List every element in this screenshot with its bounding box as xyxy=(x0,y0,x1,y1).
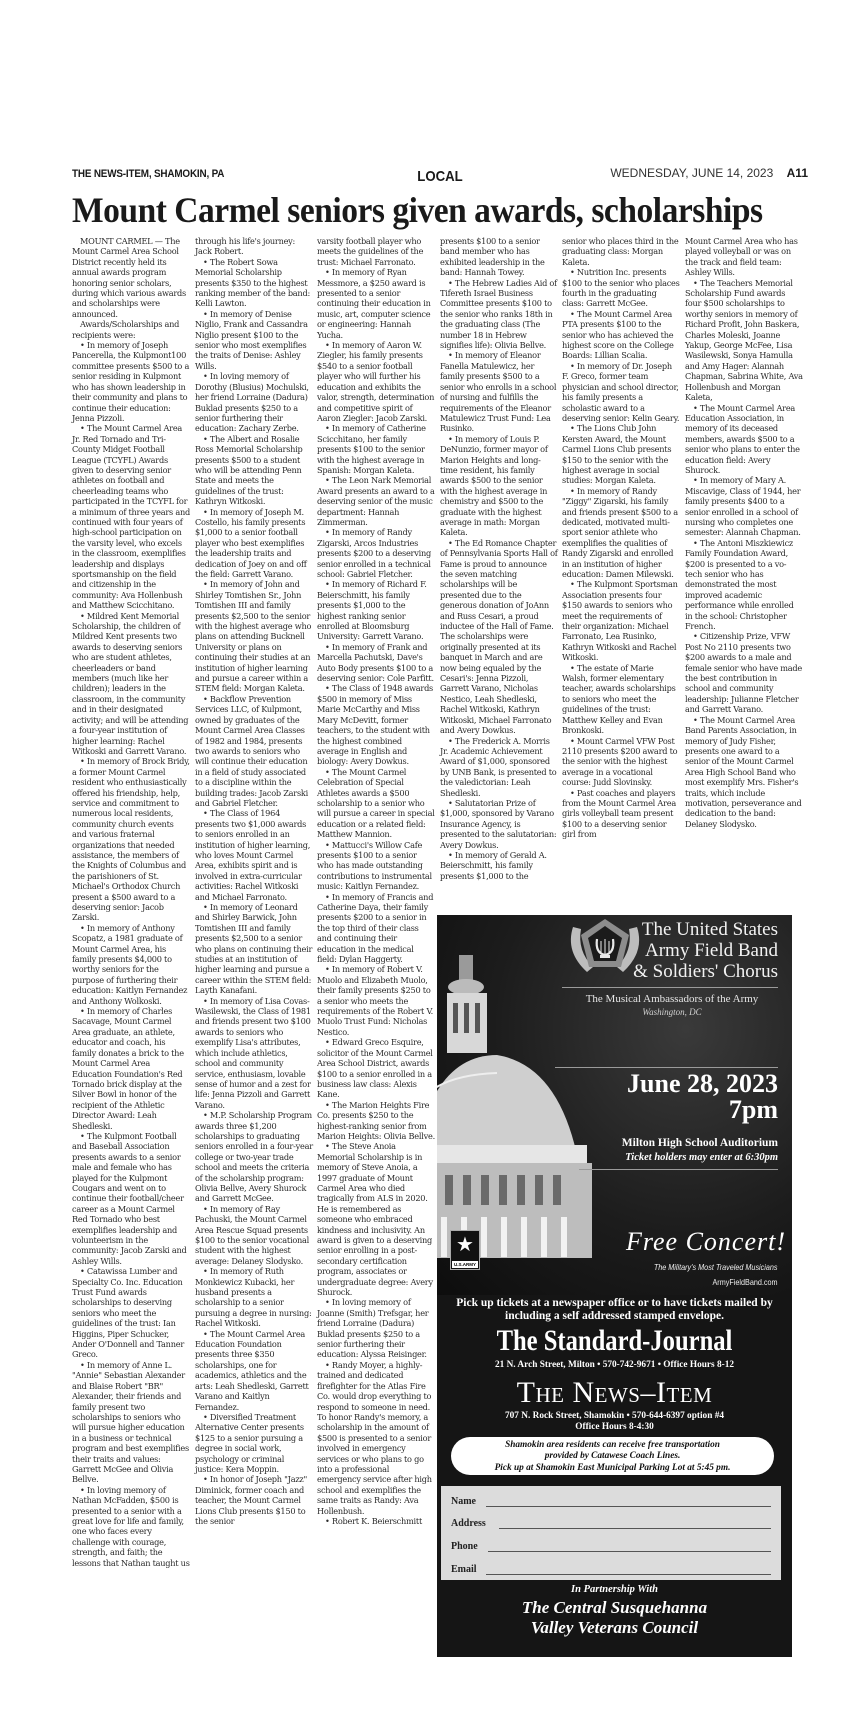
article-paragraph: • The estate of Marie Walsh, former elementary teacher, awards scholarships to seniors who meet the guidelines of the trust: Matthew Kelley and Evan Bronkoski. xyxy=(562,662,676,736)
star-icon: ★ xyxy=(456,1232,474,1256)
article-column-2 xyxy=(195,236,313,1526)
concert-time: 7pm xyxy=(728,1095,778,1124)
article-paragraph: • Citizenship Prize, VFW Post No 2110 presents two $200 awards to a male and female senior who have made the best contribution in school and community leadership: Julianne Fletcher and Garrett Varano. xyxy=(685,631,802,715)
article-paragraph: • In memory of Ray Pachuski, the Mount Carmel Area Rescue Squad presents $100 to the senior vocational student with the highest average: Delaney Slodysko. xyxy=(195,1203,310,1266)
article-paragraph: • The Mount Carmel Area Education Foundation presents three $350 scholarships, one for academics, athletics and the arts: Leah Shedleski, Garrett Varano and Kaitlyn Fernandez. xyxy=(195,1328,309,1412)
article-paragraph: • In honor of Joseph "Jazz" Diminick, former coach and teacher, the Mount Carmel Lions Club presents $150 to the senior xyxy=(195,1474,307,1526)
divider xyxy=(562,987,778,988)
article-paragraph: • The Mount Carmel Celebration of Special Athletes awards a $500 scholarship to a senior who will pursue a career in special education or a related field: Matthew Mannion. xyxy=(317,766,435,840)
masthead xyxy=(72,166,808,186)
article-column-1 xyxy=(72,236,190,1568)
article-paragraph: • The Mount Carmel Area Band Parents Association, in memory of Judy Fisher, presents one award to a senior of the Mount Carmel Area High School Band who most exemplify Mrs. Fisher's traits, which include motivation, perseverance and dedication to the band: Delaney Slodysko. xyxy=(685,714,802,829)
band-subtitle: The Musical Ambassadors of the Army xyxy=(585,993,759,1005)
phone-field[interactable] xyxy=(451,1533,771,1555)
article-paragraph: • Nutrition Inc. presents $100 to the senior who places fourth in the graduating class: Garrett McGee. xyxy=(562,267,680,309)
article-paragraph: • In memory of Mary A. Miscavige, Class of 1944, her family presents $400 to a senior enrolled in a school of nursing who completes one semester: Alannah Chapman. xyxy=(685,475,801,538)
band-location: Washington, DC xyxy=(642,1007,702,1017)
partner-name: The Central Susquehanna Valley Veterans Council xyxy=(521,1598,708,1637)
article-column-4 xyxy=(440,236,558,881)
name-input-line[interactable] xyxy=(486,1506,771,1507)
article-paragraph: • The Mount Carmel Area PTA presents $100 to the senior who has achieved the highest score on the College Boards: Lillian Scalia. xyxy=(562,308,674,361)
article-paragraph: Mount Carmel Area who has played volleyball or was on the track and field team: Ashley Wills. xyxy=(685,236,798,278)
concert-date: June 28, 2023 xyxy=(627,1069,778,1098)
article-paragraph: • In loving memory of Dorothy (Blusius) Mochulski, her friend Lorraine (Dadura) Buklad presents $250 to a senior furthering their education: Zachary Zerbe. xyxy=(195,371,309,434)
article-paragraph: • In memory of Eleanor Fanella Matulewicz, her family presents $500 to a senior who enrolls in a school of nursing and fulfills the requirements of the Eleanor Matulewicz Trust Fund: Lea Rusinko. xyxy=(440,350,557,434)
article-paragraph: • In memory of Anthony Scopatz, a 1981 graduate of Mount Carmel Area, his family presents $4,000 to worthy seniors for the purpose of furthering their education: Kaitlyn Fernandez and Anthony Wolkoski. xyxy=(72,922,188,1006)
paper-name: THE NEWS-ITEM, SHAMOKIN, PA xyxy=(72,168,225,180)
name-field[interactable] xyxy=(451,1488,771,1510)
article-paragraph: • In memory of Ruth Monkiewicz Kubacki, her husband presents a scholarship to a senior pursuing a degree in nursing: Rachel Witkoski. xyxy=(195,1266,312,1329)
article-paragraph: • The Marion Heights Fire Co. presents $250 to the highest-ranking senior from Marion Heights: Olivia Bellve. xyxy=(317,1099,435,1141)
article-headline: Mount Carmel seniors given awards, scholarships xyxy=(72,190,763,230)
article-paragraph: • The Steve Anoia Memorial Scholarship is in memory of Steve Anoia, a 1997 graduate of Mount Carmel Area who died tragically from ALS in 2020. He is remembered as someone who embraced kindness and inclusivity. An award is given to a deserving senior enrolling in a post-secondary certification program, associates or undergraduate degree: Avery Shurock. xyxy=(317,1141,433,1298)
article-paragraph: • In loving memory of Nathan McFadden, $500 is presented to a senior with a great love for life and family, one who faces every challenge with courage, strength, and faith; the lessons that Nathan taught us xyxy=(72,1484,190,1568)
article-paragraph: Awards/Scholarships and recipients were: xyxy=(72,319,180,340)
article-paragraph: • In memory of Anne L. "Annie" Sebastian Alexander and Blaise Robert "BR" Alexander, their friends and family present two scholarships to seniors who will pursue higher education in a business or technical program and best exemplifies their traits and values: Garrett McGee and Olivia Bellve. xyxy=(72,1359,189,1485)
article-paragraph: • Robert K. Beierschmitt xyxy=(325,1515,423,1526)
divider xyxy=(579,1169,778,1170)
article-paragraph: through his life's journey: Jack Robert. xyxy=(195,236,296,257)
article-paragraph: MOUNT CARMEL — The Mount Carmel Area School District recently held its annual awards program honoring senior scholars, during which various awards and scholarships were announced. xyxy=(72,236,186,319)
article-column-6 xyxy=(685,236,803,829)
concert-venue: Milton High School Auditorium xyxy=(621,1137,778,1149)
article-paragraph: • Diversified Treatment Alternative Center presents $125 to a senior pursuing a degree in social work, psychology or criminal justice: Kera Moppin. xyxy=(195,1411,304,1474)
article-paragraph: • The Antoni Miszkiewicz Family Foundation Award, $200 is presented to a vo-tech senior who has demonstrated the most improved academic performance while enrolled in the school: Christopher French. xyxy=(685,537,794,632)
article-paragraph: • The Class of 1948 awards $500 in memory of Miss Marie McCarthy and Miss Mary McDevitt, former teachers, to the student with the highest combined average in English and biology: Avery Dowkus. xyxy=(317,683,434,767)
issue-date: WEDNESDAY, JUNE 14, 2023 xyxy=(610,166,774,180)
article-paragraph: • In memory of Dr. Joseph F. Greco, former team physician and school director, his family presents a scholastic award to a deserving senior: Kelin Geary. xyxy=(562,360,680,423)
article-paragraph: • The Robert Sowa Memorial Scholarship presents $350 to the highest ranking member of the band: Kelli Lawton. xyxy=(195,256,310,309)
address-label: Address xyxy=(451,1518,486,1529)
article-paragraph: presents $100 to a senior band member who has exhibited leadership in the band: Hannah Towey. xyxy=(440,236,545,278)
article-paragraph: • In memory of Aaron W. Ziegler, his family presents $540 to a senior football player who will further his education and exhibits the valor, strength, determination and competitive spirit of Aaron Ziegler: Jacob Zarski. xyxy=(317,340,435,423)
ticket-pickup-text: Pick up tickets at a newspaper office or to have tickets mailed by including a self addressed stamped envelope. xyxy=(456,1297,773,1322)
us-army-logo xyxy=(450,1230,480,1270)
section-label: LOCAL xyxy=(417,168,463,185)
article-paragraph: • Mount Carmel VFW Post 2110 presents $200 award to the senior with the highest average in a vocational course: Judd Slovinsky. xyxy=(562,735,678,788)
article-paragraph: • The Hebrew Ladies Aid of Tifereth Israel Business Committee presents $100 to the senior who ranks 18th in the graduating class (The number 18 in Hebrew signifies life): Olivia Bellve. xyxy=(440,277,557,351)
article-paragraph: • The Ed Romance Chapter of Pennsylvania Sports Hall of Fame is proud to announce the seven matching scholarships will be presented due to the generous donation of JoAnn and Russ Cesari, a proud inductee of the Hall of Fame. The scholarships were originally presented at its banquet in March and are now being equaled by the Cesari's: Jenna Pizzoli, Garrett Varano, Nicholas Nestico, Leah Shedleski, Rachel Witkoski, Kathryn Witkoski, Michael Farronato and Avery Dowkus. xyxy=(440,537,558,736)
divider xyxy=(555,1067,778,1068)
article-paragraph: • Catawissa Lumber and Specialty Co. Inc. Education Trust Fund awards scholarships to deserving seniors who meet the guidelines of the trust: Ian Higgins, Piper Schucker, Ander O'Donnell and Tanner Greco. xyxy=(72,1266,184,1360)
article-paragraph: • The Teachers Memorial Scholarship Fund awards four $500 scholarships to worthy seniors in memory of Richard Profit, John Baskera, Charles Moleski, Joanne Yakup, George McFee, Lisa Wasilewski, Sonya Hamulla and Amy Hager: Alannah Chapman, Sabrina White, Ava Hollenbush and Morgan Kaleta, xyxy=(685,277,803,403)
ticket-request-form xyxy=(441,1486,781,1580)
article-paragraph: • In memory of Denise Niglio, Frank and Cassandra Niglio present $100 to the senior who most exemplifies the traits of Denise: Ashley Wills. xyxy=(195,308,308,371)
free-concert-label: Free Concert! xyxy=(625,1227,786,1256)
article-paragraph: • In memory of Frank and Marcella Pachutski, Dave's Auto Body presents $100 to a deserving senior: Cole Parfitt. xyxy=(317,641,434,684)
article-paragraph: • In loving memory of Joanne (Smith) Trefsgar, her friend Lorraine (Dadura) Buklad presents $250 to a senior furthering their education: Alyssa Reisinger. xyxy=(317,1297,429,1360)
article-paragraph: • In memory of Ryan Messmore, a $250 award is presented to a senior continuing their education in music, art, computer science or engineering: Hannah Yucha. xyxy=(317,267,431,340)
venue-note: Ticket holders may enter at 6:30pm xyxy=(625,1152,778,1163)
band-tagline: The Military's Most Traveled Musicians xyxy=(654,1262,778,1272)
article-paragraph: • In memory of Richard F. Beierschmitt, his family presents $1,000 to the highest ranking senior enrolled at Bloomsburg University: Garrett Varano. xyxy=(317,579,427,642)
article-paragraph: • In memory of Francis and Catherine Daya, their family presents $200 to a senior in the top third of their class and continuing their education in the medical field: Dylan Haggerty. xyxy=(317,891,434,965)
article-paragraph: • M.P. Scholarship Program awards three $1,200 scholarships to graduating seniors enrolled in a four-year college or two-year trade school and meets the criteria of the scholarship program: Olivia Bellve, Avery Shurock and Garrett McGee. xyxy=(195,1110,313,1204)
article-paragraph: • The Kulpmont Sportsman Association presents four $150 awards to seniors who meet the requirements of their organization: Michael Farronato, Lea Rusinko, Kathryn Witkoski and Rachel Witkoski. xyxy=(562,579,678,663)
article-paragraph: • The Frederick A. Morris Jr. Academic Achievement Award of $1,000, sponsored by UNB Bank, is presented to the valedictorian: Leah Shedleski. xyxy=(440,735,557,798)
article-paragraph: • The Mount Carmel Area Jr. Red Tornado and Tri-County Midget Football League (TCYFL) Awards given to deserving senior athletes on football and cheerleading teams who participated in the TCYFL for a minimum of three years and continued with four years of high-school participation on the varsity level, who excels in the classroom, exemplifies leadership and displays sportsmanship on the field and citizenship in the community: Ava Hollenbush and Matthew Scicchitano. xyxy=(72,423,190,611)
article-paragraph: • The Class of 1964 presents two $1,000 awards to seniors enrolled in an institution of higher learning, who loves Mount Carmel Area, exhibits spirit and is involved in extra-curricular activities: Rachel Witkoski and Michael Farronato. xyxy=(195,808,311,902)
article-paragraph: • Salutatorian Prize of $1,000, sponsored by Varano Insurance Agency, is presented to the salutatorian: Avery Dowkus. xyxy=(440,797,557,850)
partner-intro: In Partnership With xyxy=(571,1584,658,1595)
news-item-address: 707 N. Rock Street, Shamokin • 570-644-6397 option #4 Office Hours 8-4:30 xyxy=(505,1411,724,1432)
article-paragraph: • Past coaches and players from the Mount Carmel Area girls volleyball team present $100 to a deserving senior girl from xyxy=(562,787,676,840)
article-paragraph: • In memory of Randy "Ziggy" Zigarski, his family and friends present $500 to a dedicated, motivated multi-sport senior athlete who exemplifies the qualities of Randy Zigarski and enrolled in an institution of higher education: Damen Milewski. xyxy=(562,485,678,579)
article-paragraph: • Randy Moyer, a highly-trained and dedicated firefighter for the Atlas Fire Co. would drop everything to respond to someone in need. To honor Randy's memory, a scholarship in the amount of $500 is presented to a senior involved in emergency services or who plans to go into a professional emergency service after high school and exemplifies the same traits as Randy: Ava Hollenbush. xyxy=(317,1359,432,1516)
standard-journal-address: 21 N. Arch Street, Milton • 570-742-9671 • Office Hours 8-12 xyxy=(494,1360,735,1370)
article-paragraph: senior who places third in the graduating class: Morgan Kaleta. xyxy=(562,236,679,267)
band-title: The United States Army Field Band & Soldiers' Chorus xyxy=(633,919,778,982)
transportation-notice: Shamokin area residents can receive free transportation provided by Catawese Coach Lines. Pick up at Shamokin East Municipal Parking Lot at 5:45 pm. xyxy=(451,1437,774,1475)
army-logo-text: U.S.ARMY xyxy=(453,1262,476,1267)
article-paragraph: • The Kulpmont Football and Baseball Association presents awards to a senior male and female who has played for the Kulpmont Cougars and went on to continue their football/cheer career as a Mount Carmel Red Tornado who best exemplifies leadership and volunteerism in the community: Jacob Zarski and Ashley Wills. xyxy=(72,1130,187,1266)
email-label: Email xyxy=(451,1564,477,1575)
article-paragraph: • In memory of Catherine Scicchitano, her family presents $100 to the senior with the highest average in Spanish: Morgan Kaleta. xyxy=(317,423,426,475)
article-paragraph: • In memory of John and Shirley Tomtishen Sr., John Tomtishen III and family presents $2,500 to the senior with the highest average who plans on attending Bucknell University or plans on continuing their studies at an institution of higher learning and pursue a career within a STEM field: Morgan Kaleta. xyxy=(195,579,312,694)
article-paragraph: • In memory of Gerald A. Beierschmitt, his family presents $1,000 to the xyxy=(440,849,547,881)
article-paragraph: • The Mount Carmel Area Education Association, in memory of its deceased members, awards $500 to a senior who plans to enter the education field: Avery Shurock. xyxy=(685,402,800,475)
email-field[interactable] xyxy=(451,1556,771,1578)
address-field[interactable] xyxy=(451,1510,771,1532)
article-paragraph: • In memory of Charles Sacavage, Mount Carmel Area graduate, an athlete, educator and coach, his family donates a brick to the Mount Carmel Area Education Foundation's Red Tornado brick display at the Silver Bowl in honor of the recipient of the Athletic Director Award: Leah Shedleski. xyxy=(72,1006,184,1131)
phone-input-line[interactable] xyxy=(488,1551,771,1552)
article-paragraph: • Mattucci's Willow Cafe presents $100 to a senior who has made outstanding contributions to instrumental music: Kaitlyn Fernandez. xyxy=(317,839,432,892)
article-paragraph: • In memory of Joseph Pancerella, the Kulpmont100 committee presents $500 to a senior residing in Kulpmont who has shown leadership in their community and plans to continue their education: Jenna Pizzoli. xyxy=(72,340,190,423)
article-paragraph: • Backflow Prevention Services LLC, of Kulpmont, owned by graduates of the Mount Carmel Area Classes of 1982 and 1984, presents two awards to seniors who will continue their education in a field of study associated to a discipline within the building trades: Jacob Zarski and Gabriel Fletcher. xyxy=(195,693,308,808)
article-paragraph: • In memory of Randy Zigarski, Arcos Industries presents $200 to a deserving senior enrolled in a technical school: Gabriel Fletcher. xyxy=(317,527,431,579)
article-paragraph: • In memory of Louis P. DeNunzio, former mayor of Marion Heights and long-time resident, his family awards $500 to the senior with the highest average in chemistry and $500 to the graduate with the highest average in math: Morgan Kaleta. xyxy=(440,433,548,538)
article-paragraph: • Edward Greco Esquire, solicitor of the Mount Carmel Area School District, awards $100 to a senior enrolled in a business law class: Alexis Kane. xyxy=(317,1037,433,1100)
article-paragraph: varsity football player who meets the guidelines of the trust: Michael Farronato. xyxy=(317,236,424,267)
phone-label: Phone xyxy=(451,1541,478,1552)
band-website: ArmyFieldBand.com xyxy=(712,1277,778,1287)
article-column-3 xyxy=(317,236,435,1526)
address-input-line[interactable] xyxy=(499,1528,771,1529)
article-paragraph: • In memory of Joseph M. Costello, his family presents $1,000 to a senior football player who best exemplifies the leadership traits and dedication of Joey on and off the field: Garrett Varano. xyxy=(195,506,307,579)
masthead-right xyxy=(610,166,808,180)
name-label: Name xyxy=(451,1496,476,1507)
article-paragraph: • The Leon Nark Memorial Award presents an award to a deserving senior of the music department: Hannah Zimmerman. xyxy=(317,475,435,527)
email-input-line[interactable] xyxy=(486,1574,771,1575)
article-paragraph: • Mildred Kent Memorial Scholarship, the children of Mildred Kent presents two awards to deserving seniors who are student athletes, cheerleaders or band members (much like her children); leaders in the classroom, in the community and in their designated activity; and will be attending a four-year institution of higher learning: Rachel Witkoski and Garrett Varano. xyxy=(72,610,189,756)
article-paragraph: • In memory of Leonard and Shirley Barwick, John Tomtishen III and family presents $2,500 to a senior who plans on continuing their studies at an institution of higher learning and pursue a career within the STEM field: Layth Kanafani. xyxy=(195,902,313,996)
standard-journal-name: The Standard-Journal xyxy=(496,1324,733,1357)
article-paragraph: • In memory of Brock Bridy, a former Mount Carmel resident who enthusiastically offered his friendship, help, service and commitment to numerous local residents, community church events and various fraternal organizations that needed assistance, the members of the Knights of Columbus and the parishioners of St. Michael's Orthodox Church present a $500 award to a deserving senior: Jacob Zarski. xyxy=(72,756,190,923)
concert-advertisement xyxy=(437,915,792,1657)
article-paragraph: • In memory of Robert V. Muolo and Elizabeth Muolo, their family presents $250 to a senior who meets the requirements of the Robert V. Muolo Trust Fund: Nicholas Nestico. xyxy=(317,964,434,1037)
capitol-photo xyxy=(437,915,792,1295)
article-column-5 xyxy=(562,236,680,840)
article-paragraph: • The Lions Club John Kersten Award, the Mount Carmel Lions Club presents $150 to the senior with the highest average in social studies: Morgan Kaleta. xyxy=(562,423,672,486)
page-number: A11 xyxy=(786,166,808,180)
article-paragraph: • The Albert and Rosalie Ross Memorial Scholarship presents $500 to a student who will be attending Penn State and meets the guidelines of the trust: Kathryn Witkoski. xyxy=(195,433,303,507)
article-paragraph: • In memory of Lisa Covas-Wasilewski, the Class of 1981 and friends present two $100 awards to seniors who exemplify Lisa's attributes, which include athletics, school and community service, enthusiasm, lovable sense of humor and a zest for life: Jenna Pizzoli and Garrett Varano. xyxy=(195,995,311,1110)
news-item-name: The News–Item xyxy=(516,1376,713,1409)
